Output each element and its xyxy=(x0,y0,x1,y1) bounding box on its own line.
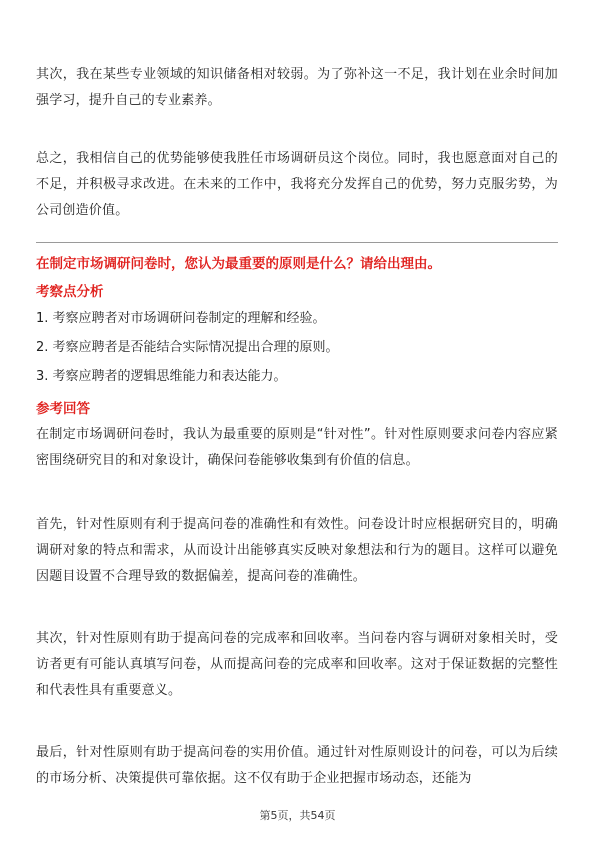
section-divider xyxy=(36,242,558,243)
analysis-item-1: 1. 考察应聘者对市场调研问卷制定的理解和经验。 xyxy=(36,311,326,326)
analysis-heading: 考察点分析 xyxy=(36,284,104,300)
answer-heading: 参考回答 xyxy=(36,401,90,417)
answer-paragraph-3: 其次，针对性原则有助于提高问卷的完成率和回收率。当问卷内容与调研对象相关时，受访者更有可能认真填写问卷，从而提高问卷的完成率和回收率。这对于保证数据的完整性和代表性具有重要意义。 xyxy=(36,631,558,698)
answer-paragraph-1: 在制定市场调研问卷时，我认为最重要的原则是“针对性”。针对性原则要求问卷内容应紧密围绕研究目的和对象设计，确保问卷能够收集到有价值的信息。 xyxy=(36,427,558,468)
answer-paragraph-4: 最后，针对性原则有助于提高问卷的实用价值。通过针对性原则设计的问卷，可以为后续的市场分析、决策提供可靠依据。这不仅有助于企业把握市场动态，还能为 xyxy=(36,745,558,786)
intro-paragraph-2: 总之，我相信自己的优势能够使我胜任市场调研员这个岗位。同时，我也愿意面对自己的不足，并积极寻求改进。在未来的工作中，我将充分发挥自己的优势，努力克服劣势，为公司创造价值。 xyxy=(36,151,558,218)
intro-paragraph-1: 其次，我在某些专业领域的知识储备相对较弱。为了弥补这一不足，我计划在业余时间加强学习，提升自己的专业素养。 xyxy=(36,67,558,108)
analysis-item-3: 3. 考察应聘者的逻辑思维能力和表达能力。 xyxy=(36,369,287,384)
answer-paragraph-2: 首先，针对性原则有利于提高问卷的准确性和有效性。问卷设计时应根据研究目的，明确调研对象的特点和需求，从而设计出能够真实反映对象想法和行为的题目。这样可以避免因题目设置不合理导致的数据偏差，提高问卷的准确性。 xyxy=(36,517,558,584)
analysis-item-2: 2. 考察应聘者是否能结合实际情况提出合理的原则。 xyxy=(36,340,339,355)
interview-question: 在制定市场调研问卷时，您认为最重要的原则是什么？请给出理由。 xyxy=(36,256,441,272)
page-footer: 第5页，共54页 xyxy=(259,809,336,822)
